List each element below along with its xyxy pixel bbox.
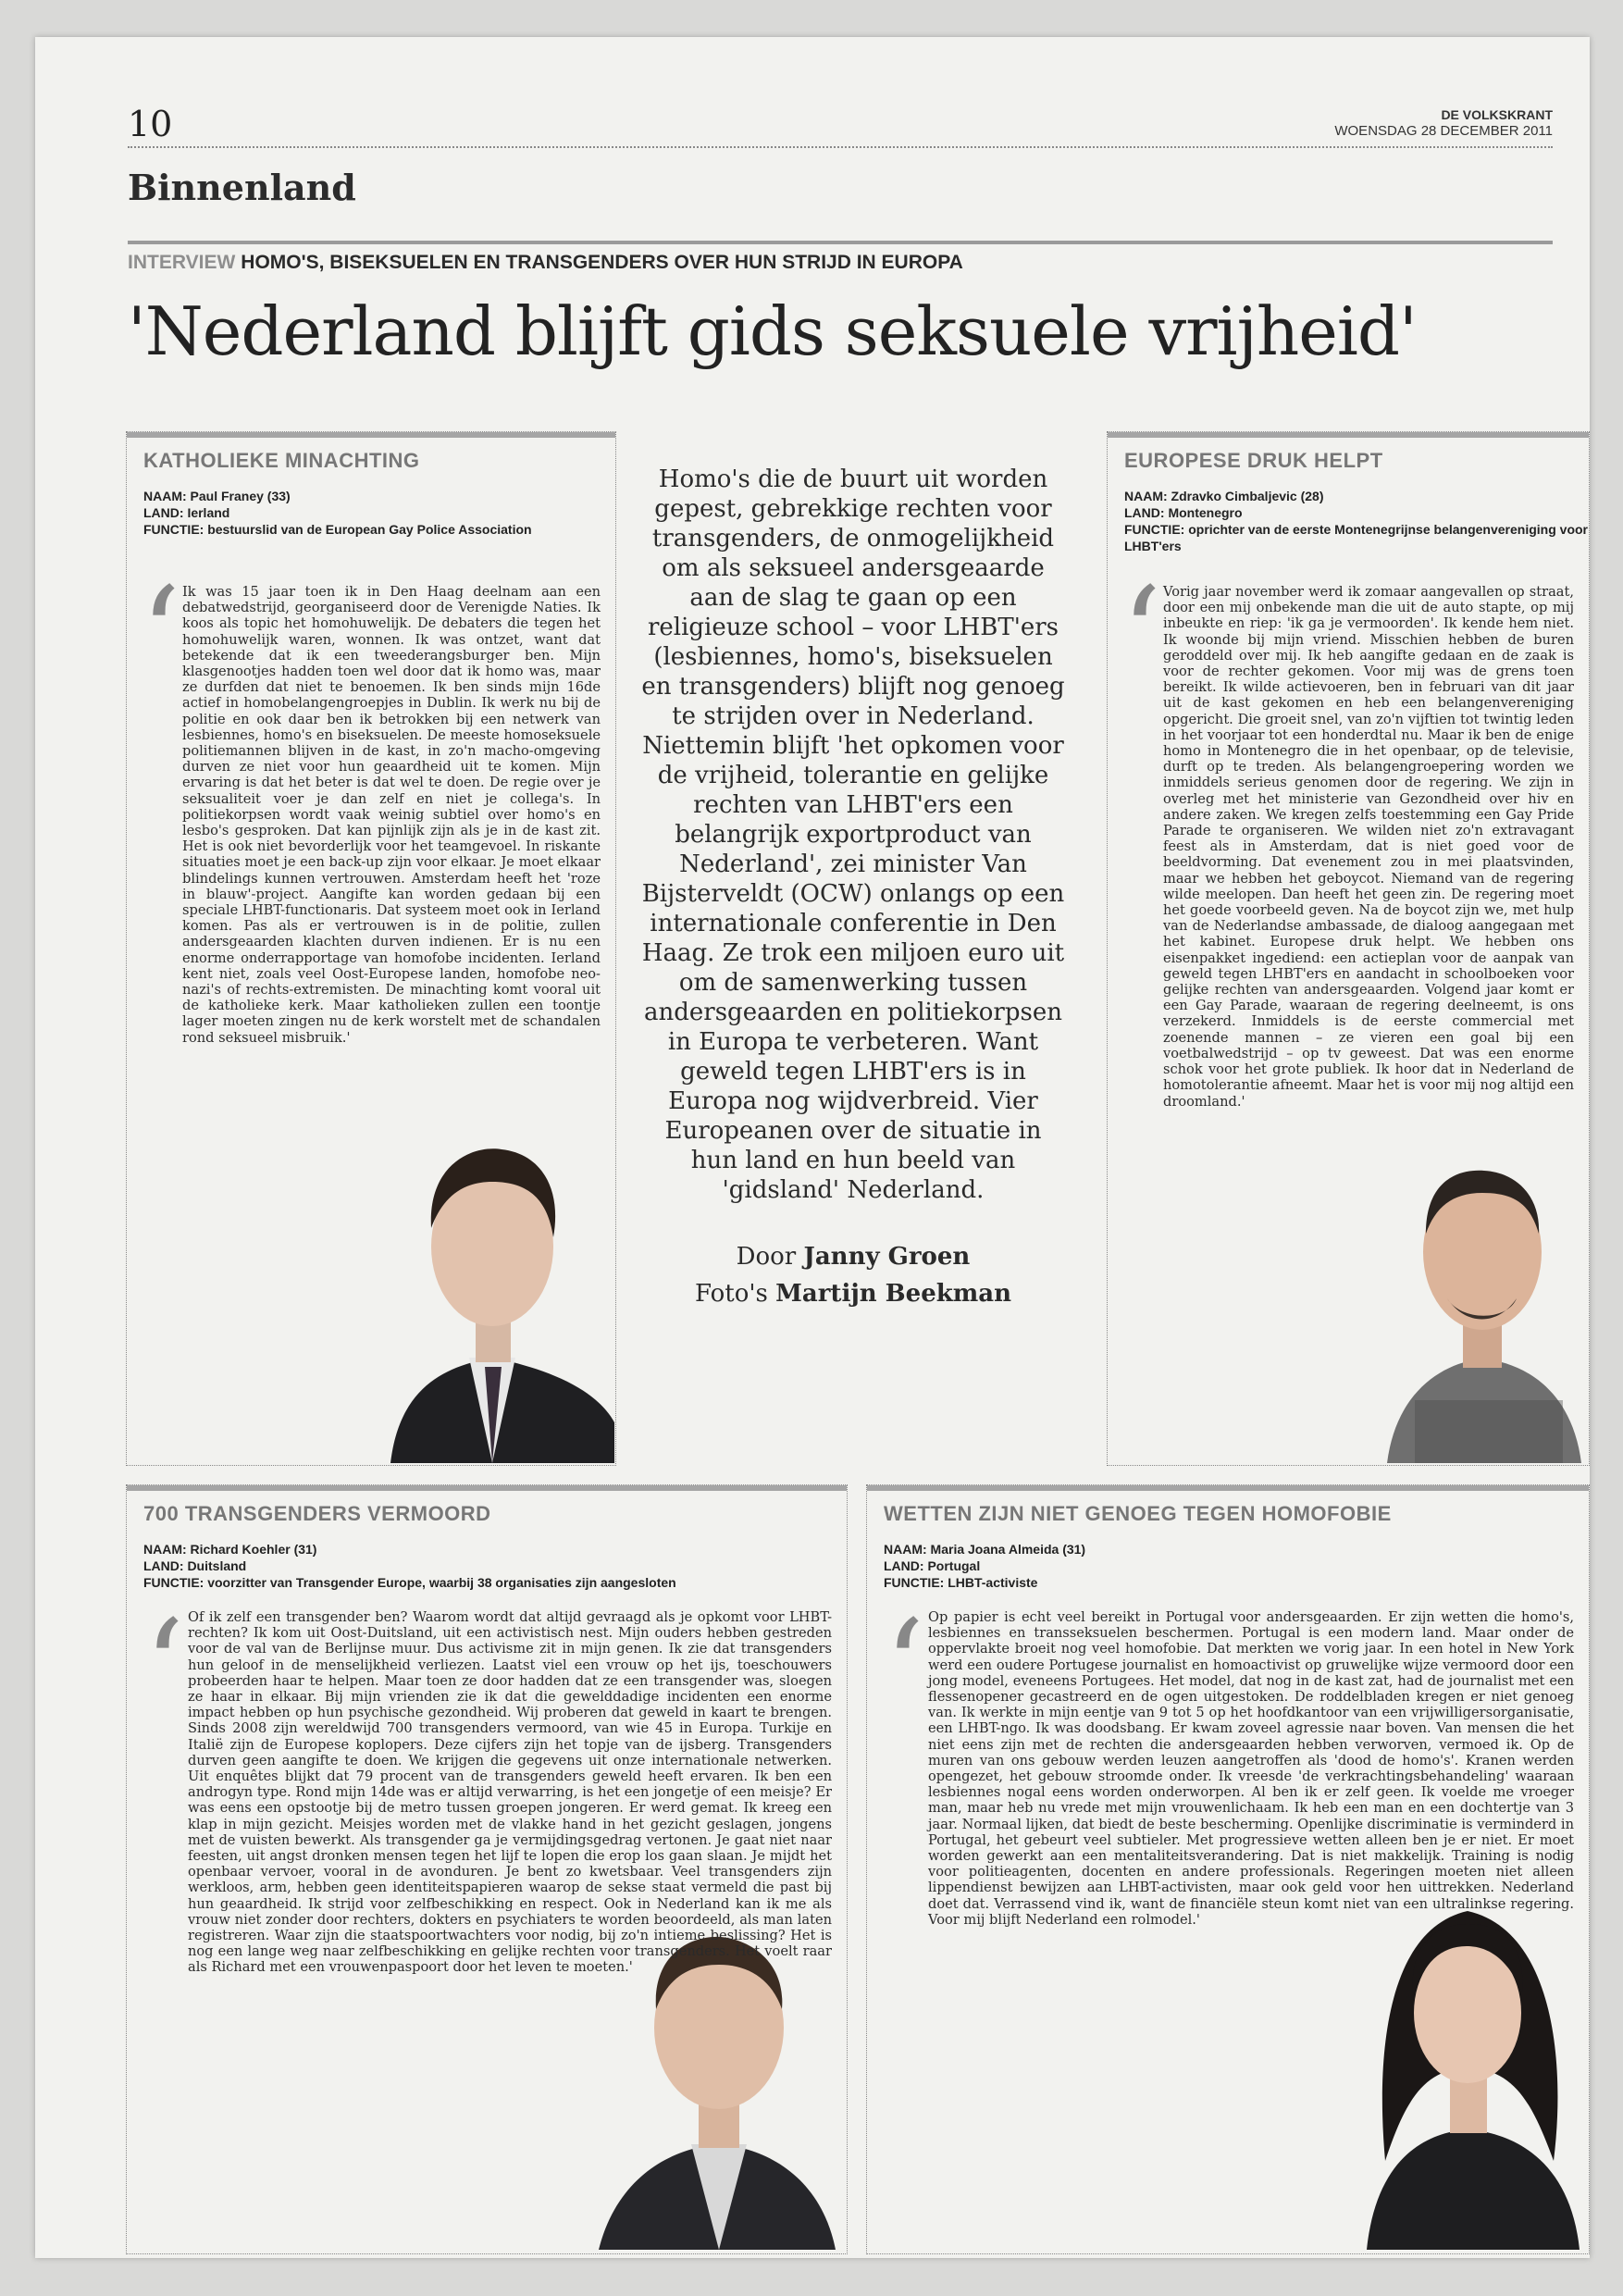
function-key: FUNCTIE:: [1124, 522, 1185, 537]
name-key: NAAM:: [143, 1542, 187, 1557]
profile-quote-text: Of ik zelf een transgender ben? Waarom wordt dat altijd gevraagd als je opkomt voor LHBT-rechten? Ik kom uit Oost-Duitsland, uit een activistisch nest. Mijn ouders hebben gestreden voor de val van de Berlijnse muur. Dus activisme zit in mijn genen. Ik zie dat transgenders hun geloof in de menselijkheid verliezen. Laatst viel een vrouw op het ijs, toeschouwers probeerden haar te helpen. Maar toen ze door hadden dat ze een transgender was, sloegen ze haar in elkaar. Bij mijn vrienden zie ik dat die gewelddadige incidenten een enorme impact hebben op hun psychische gezondheid. Wij proberen dat geweld in kaart te brengen. Sinds 2008 zijn wereldwijd 700 transgenders vermoord, van wie 45 in Europa. Turkije en Italië zijn de Europese koplopers. Deze cijfers zijn het topje van de ijsberg. Transgenders durven geen aangifte te doen. We krijgen die gegevens uit onze internationale netwerken. Uit enquêtes blijkt dat 79 procent van de transgenders geweld heeft ervaren. Ik ben een androgyn type. Rond mijn 14de was er altijd verwarring, is het een jongetje of een meisje? Er was eens een opstootje bij de metro tussen groepen jongeren. Er werd gemat. Ik kreeg een klap in mijn gezicht. Meisjes worden met de vlakke hand in het gezicht geslagen, jongens met de vuisten bewerkt. Als transgender ga je vermijdingsgedrag vertonen. Je gaat niet naar feesten, uit angst dronken mensen tegen het lijf te lopen die erop los gaan slaan. Je mijdt het openbaar vervoer, vooral in de avonduren. Je bent zo kwetsbaar. Veel transgenders zijn werkloos, arm, hebben geen identiteitspapieren waarop de sekse staat vermeld die past bij hun geaardheid. Ik strijd voor zelfbeschikking en respect. Ook in Nederland kan ik me als vrouw niet zonder door rechters, dokters en psychiaters te worden beoordeeld, als man laten registreren. Waar zijn die staatspoortwachters voor nodig, bij zo'n intieme beslissing? Het is nog een lange weg naar zelfbeschikking en gelijke rechten voor transgenders. Het voelt raar als Richard met een vrouwenpaspoort door het leven te moeten.': [188, 1609, 832, 1976]
headline: 'Nederland blijft gids seksuele vrijheid': [128, 292, 1417, 370]
box-heading: EUROPESE DRUK HELPT: [1124, 449, 1383, 472]
profile-quote-text: Op papier is echt veel bereikt in Portugal voor andersgeaarden. Er zijn wetten die homo's, lesbiennes en transseksuelen beschermen. Portugal is een modern land. Maar onder de oppervlakte broeit nog veel homofobie. Dat merkten we vorig jaar. In een hotel in New York werd een oudere Portugese journalist en homoactivist op gruwelijke wijze vermoord door een jong model, eveneens Portugees. Het model, dat nog in de kast zat, had de journalist met een flessenopener gecastreerd en de ogen uitgestoken. De roddelbladen kregen er niet genoeg van. Ik werkte in mijn eentje van 9 tot 5 op het hoofdkantoor van een vrijwilligersorganisatie, een LHBT-ngo. Ik was doodsbang. Er kwam zoveel agressie naar boven. Van mensen die het niet eens zijn met de rechten die andersgeaarden hebben verworven, vermoed ik. Op de muren van ons gebouw werden leuzen aangetroffen als 'dood de homo's'. Kranen werden opengezet, het gebouw stroomde onder. Ik vreesde 'de verkrachtingsbehandeling' waaraan lesbiennes nogal eens worden onderworpen. Al ben ik er zelf geen. Ik voelde me vroeger man, maar heb nu vrede met mijn vrouwenlichaam. Ik heb een man en een dochtertje van 3 jaar. Normaal lijken, dat biedt de beste bescherming. Openlijke discriminatie is verminderd in Portugal, het gebeurt veel subtieler. Met progressieve wetten alleen ben je er niet. Er moet worden gewerkt aan een mentaliteitsverandering. Dat is niet makkelijk. Training is nodig voor politieagenten, docenten en andere professionals. Regeringen moeten niet alleen lippendienst bewijzen aan LHBT-activisten, maar ook geld voor hen uittrekken. Nederland doet dat. Verrassend vind ik, want de financiële steun komt niet van een ultralinkse regering. Voor mij blijft Nederland een rolmodel.': [928, 1609, 1574, 1928]
issue-date: WOENSDAG 28 DECEMBER 2011: [1334, 123, 1553, 139]
quote-mark-icon: ‘: [884, 1593, 925, 1744]
header-divider: [128, 146, 1553, 148]
profile-quote-text: Ik was 15 jaar toen ik in Den Haag deelnam aan een debatwedstrijd, georganiseerd door de Verenigde Naties. Ik koos als topic het homohuwelijk. De debaters die tegen het homohuwelijk waren, wonnen. Ik was ontzet, want dat betekende dat ik een tweederangsburger ben. Mijn klasgenootjes hadden toen wel door dat ik homo was, maar ze durfden dat niet te benoemen. Ik ben sinds mijn 16de actief in homobelangengroepjes in Dublin. Ik werk nu bij de politie en ook daar ben ik betrokken bij een netwerk van lesbiennes, homo's en biseksuelen. De meeste homoseksuele politiemannen blijven in de kast, in zo'n macho-omgeving durven ze niet voor hun geaardheid uit te komen. Mijn ervaring is dat het beter is dat wel te doen. De regie over je seksualiteit voer je dan zelf en niet je collega's. In politiekorpsen wordt vaak weinig subtiel over homo's en lesbo's gesproken. Dat kan pijnlijk zijn als je in de kast zit. Het is ook niet bevorderlijk voor het teamgevoel. In riskante situaties moet je een back-up zijn voor elkaar. Je moet elkaar blindelings kunnen vertrouwen. Amsterdam heeft het 'roze in blauw'-project. Aangifte kan worden gedaan bij een speciale LHBT-functionaris. Dat systeem moet ook in Ierland komen. Pas als er vertrouwen is in de politie, zullen andersgeaarden klachten durven indienen. Er is nu een enorme onderrapportage van homofobe incidenten. Ierland kent niet, zoals veel Oost-Europese landen, homofobe neo-nazi's of rechts-extremisten. De minachting komt vooral uit de katholieke kerk. Maar katholieken zullen een toontje lager moeten zingen nu de kerk worstelt met de schandalen rond seksueel misbruik.': [182, 584, 601, 1046]
profile-country: Montenegro: [1168, 505, 1243, 520]
box-rule: [1108, 432, 1589, 438]
profile-name: Richard Koehler (31): [190, 1542, 317, 1557]
photo-prefix: Foto's: [694, 1280, 768, 1308]
box-rule: [867, 1485, 1589, 1491]
land-key: LAND:: [884, 1558, 924, 1573]
profile-function: voorzitter van Transgender Europe, waarbij 38 organisaties zijn aangesloten: [207, 1575, 676, 1590]
profile-meta: [143, 488, 532, 538]
profile-name: Maria Joana Almeida (31): [930, 1542, 1086, 1557]
box-rule: [127, 1485, 847, 1491]
profile-box-zdravko-cimbaljevic: [1107, 431, 1590, 1466]
profile-meta: [143, 1541, 676, 1591]
profile-meta: [1124, 488, 1589, 554]
kicker-text: HOMO'S, BISEKSUELEN EN TRANSGENDERS OVER HUN STRIJD IN EUROPA: [241, 252, 963, 273]
profile-name: Paul Franey (33): [190, 489, 291, 503]
box-heading: 700 TRANSGENDERS VERMOORD: [143, 1502, 491, 1525]
profile-country: Duitsland: [187, 1558, 247, 1573]
profile-function: LHBT-activiste: [948, 1575, 1038, 1590]
land-key: LAND:: [1124, 505, 1165, 520]
profile-name: Zdravko Cimbaljevic (28): [1171, 489, 1324, 503]
profile-box-paul-franey: [126, 431, 616, 1466]
byline: [640, 1238, 1066, 1312]
profile-function: bestuurslid van de European Gay Police Association: [207, 522, 532, 537]
quote-mark-icon: ‘: [143, 1593, 185, 1744]
byline-prefix: Door: [736, 1243, 797, 1271]
box-rule: [127, 432, 615, 438]
article-intro: Homo's die de buurt uit worden gepest, gebrekkige rechten voor transgenders, de onmogelijkheid om als seksueel andersgeaarde aan de slag te gaan op een religieuze school – voor LHBT'ers (lesbiennes, homo's, biseksuelen en transgenders) blijft nog genoeg te strijden over in Nederland. Niettemin blijft 'het opkomen voor de vrijheid, tolerantie en gelijke rechten van LHBT'ers een belangrijk exportproduct van Nederland', zei minister Van Bijsterveldt (OCW) onlangs op een internationale conferentie in Den Haag. Ze trok een miljoen euro uit om de samenwerking tussen andersgeaarden en politiekorpsen in Europa te verbeteren. Want geweld tegen LHBT'ers is in Europa nog wijdverbreid. Vier Europeanen over de situatie in hun land en hun beeld van 'gidsland' Nederland.: [641, 465, 1065, 1204]
kicker-label: INTERVIEW: [128, 252, 236, 273]
photographer-name: Martijn Beekman: [775, 1280, 1012, 1308]
kicker-rule: [128, 241, 1553, 244]
section-title: Binnenland: [128, 167, 356, 208]
box-heading: KATHOLIEKE MINACHTING: [143, 449, 420, 472]
quote-mark-icon: ‘: [1121, 560, 1162, 711]
name-key: NAAM:: [143, 489, 187, 503]
name-key: NAAM:: [1124, 489, 1168, 503]
newspaper-name: DE VOLKSKRANT: [1441, 107, 1553, 122]
newspaper-page: [35, 37, 1590, 2258]
name-key: NAAM:: [884, 1542, 927, 1557]
profile-country: Ierland: [187, 505, 230, 520]
profile-box-maria-joana-almeida: [866, 1484, 1590, 2254]
function-key: FUNCTIE:: [143, 522, 204, 537]
box-heading: WETTEN ZIJN NIET GENOEG TEGEN HOMOFOBIE: [884, 1502, 1392, 1525]
function-key: FUNCTIE:: [884, 1575, 945, 1590]
profile-meta: [884, 1541, 1085, 1591]
article-kicker: [128, 252, 963, 274]
land-key: LAND:: [143, 1558, 184, 1573]
page-number: 10: [128, 104, 173, 144]
author-name: Janny Groen: [803, 1243, 971, 1271]
profile-quote-text: Vorig jaar november werd ik zomaar aangevallen op straat, door een mij onbekende man die uit de auto stapte, op mij inbeukte en riep: 'ik ga je vermoorden'. Ik kende hem niet. Ik woonde bij mijn vriend. Misschien hebben de buren geroddeld over mij. Ik heb aangifte gedaan en de zaak is voor de rechter gekomen. Voor mij was de grens toen bereikt. Ik wilde actievoeren, ben in februari van dit jaar uit de kast gekomen en heb een belangenvereniging opgericht. Die groeit snel, van zo'n vijftien tot twintig leden in het voorjaar tot een honderdtal nu. Maar ik ben de enige homo in Montenegro die in het openbaar, op de televisie, durft op te treden. Als belangengroepering worden we inmiddels serieus genomen door de regering. We zijn in overleg met het ministerie van Gezondheid over hiv en andere zaken. We kregen zelfs toestemming een Gay Pride Parade te organiseren. We wilden niet zo'n extravagant feest als in Amsterdam, dat is niet goed voor de beeldvorming. Dat evenement zou in mei plaatsvinden, maar we hebben het geboycot. Niemand van de regering wilde meelopen. Dan heeft het geen zin. De regering moet het goede voorbeeld geven. Na de boycot zijn we, met hulp van de Nederlandse ambassade, de dialoog aangegaan met het kabinet. Europese druk helpt. We hebben ons eisenpakket ingediend: een actieplan voor de aanpak van geweld tegen LHBT'ers en aandacht in schoolboeken voor gelijke rechten van andersgeaarden. Volgend jaar komt er een Gay Parade, waaraan de regering deelneemt, is ons verzekerd. Inmiddels is de eerste commercial met zoenende mannen – ze vieren een goal bij een voetbalwedstrijd – op tv geweest. Dat was een enorme schok voor het grote publiek. Ik hoor dat in Nederland de homotolerantie afneemt. Maar het is voor mij nog altijd een droomland.': [1163, 584, 1574, 1110]
profile-box-richard-koehler: [126, 1484, 848, 2254]
profile-function: oprichter van de eerste Montenegrijnse belangenvereniging voor LHBT'ers: [1124, 522, 1588, 553]
land-key: LAND:: [143, 505, 184, 520]
quote-mark-icon: ‘: [140, 560, 181, 711]
function-key: FUNCTIE:: [143, 1575, 204, 1590]
profile-country: Portugal: [927, 1558, 981, 1573]
